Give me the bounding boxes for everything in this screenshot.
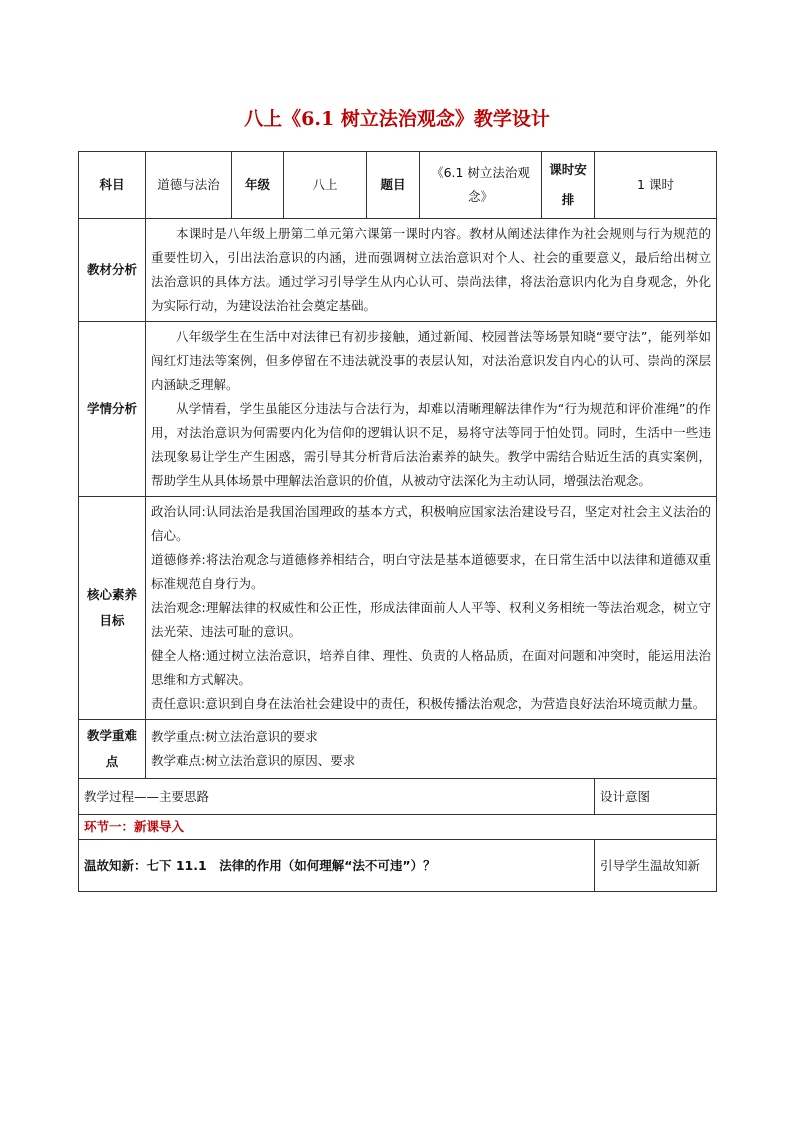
- process-right-header: 设计意图: [595, 779, 717, 815]
- process-left-header: 教学过程——主要思路: [79, 779, 595, 815]
- review-intent: 引导学生温故知新: [595, 840, 717, 892]
- process-header-row: [79, 779, 717, 815]
- grade-value: 八上: [284, 152, 367, 219]
- material-analysis-row: [79, 219, 717, 322]
- core-goal-item: 健全人格:通过树立法治意识，培养自律、理性、负责的人格品质，在面对问题和冲突时，能运用法治思维和方式解决。: [151, 648, 711, 687]
- material-analysis-label: 教材分析: [79, 219, 146, 322]
- subject-value: 道德与法治: [146, 152, 232, 219]
- section1-heading: 环节一：新课导入: [79, 815, 717, 840]
- student-analysis-label: 学情分析: [79, 322, 146, 497]
- key-point-item: 教学难点:树立法治意识的原因、要求: [151, 753, 356, 768]
- subject-label: 科目: [79, 152, 146, 219]
- review-row: [79, 840, 717, 892]
- core-goal-item: 责任意识:意识到自身在法治社会建设中的责任，积极传播法治观念，为营造良好法治环境贡献力量。: [151, 696, 706, 711]
- student-analysis-row: [79, 322, 717, 497]
- material-analysis-cell: [146, 219, 717, 322]
- core-goals-label: 核心素养目标: [79, 497, 146, 720]
- core-goals-cell: [146, 497, 717, 720]
- lesson-plan-table: [78, 151, 717, 892]
- hours-label: 课时安排: [542, 152, 595, 219]
- core-goal-item: 法治观念:理解法律的权威性和公正性，形成法律面前人人平等、权利义务相统一等法治观念，树立守法光荣、违法可耻的意识。: [151, 600, 711, 639]
- core-goal-item: 道德修养:将法治观念与道德修养相结合，明白守法是基本道德要求，在日常生活中以法律和道德双重标准规范自身行为。: [151, 552, 711, 591]
- student-analysis-cell: [146, 322, 717, 497]
- material-analysis-text: 本课时是八年级上册第二单元第六课第一课时内容。教材从阐述法律作为社会规则与行为规范的重要性切入，引出法治意识的内涵，进而强调树立法治意识对个人、社会的重要意义，最后给出树立法治意识的具体方法。通过学习引导学生从内心认可、崇尚法律，将法治意识内化为自身观念，外化为实际行动，为建设法治社会奠定基础。: [151, 226, 711, 313]
- key-points-row: [79, 720, 717, 779]
- page-title: 八上《6.1 树立法治观念》教学设计: [244, 108, 550, 130]
- review-text: 温故知新：七下 11.1 法律的作用（如何理解“法不可违”）？: [79, 840, 595, 892]
- key-points-cell: [146, 720, 717, 779]
- topic-value: 《6.1 树立法治观念》: [420, 152, 542, 219]
- header-row: [79, 152, 717, 219]
- student-analysis-paragraph: 八年级学生在生活中对法律已有初步接触，通过新闻、校园普法等场景知晓“要守法”，能列举如闯红灯违法等案例，但多停留在不违法就没事的表层认知，对法治意识发自内心的认可、崇尚的深层内涵缺乏理解。: [151, 329, 711, 392]
- core-goal-item: 政治认同:认同法治是我国治国理政的基本方式，积极响应国家法治建设号召，坚定对社会主义法治的信心。: [151, 504, 711, 543]
- student-analysis-paragraph: 从学情看，学生虽能区分违法与合法行为，却难以清晰理解法律作为“行为规范和评价准绳”的作用，对法治意识为何需要内化为信仰的逻辑认识不足，易将守法等同于怕处罚。同时，生活中一些违法现象易让学生产生困惑，需引导其分析背后法治素养的缺失。教学中需结合贴近生活的真实案例，帮助学生从具体场景中理解法治意识的价值，从被动守法深化为主动认同，增强法治观念。: [151, 401, 711, 488]
- key-points-label: 教学重难点: [79, 720, 146, 779]
- hours-value: 1 课时: [595, 152, 717, 219]
- core-goals-row: [79, 497, 717, 720]
- key-point-item: 教学重点:树立法治意识的要求: [151, 729, 318, 744]
- topic-label: 题目: [367, 152, 420, 219]
- section1-row: [79, 815, 717, 840]
- grade-label: 年级: [232, 152, 284, 219]
